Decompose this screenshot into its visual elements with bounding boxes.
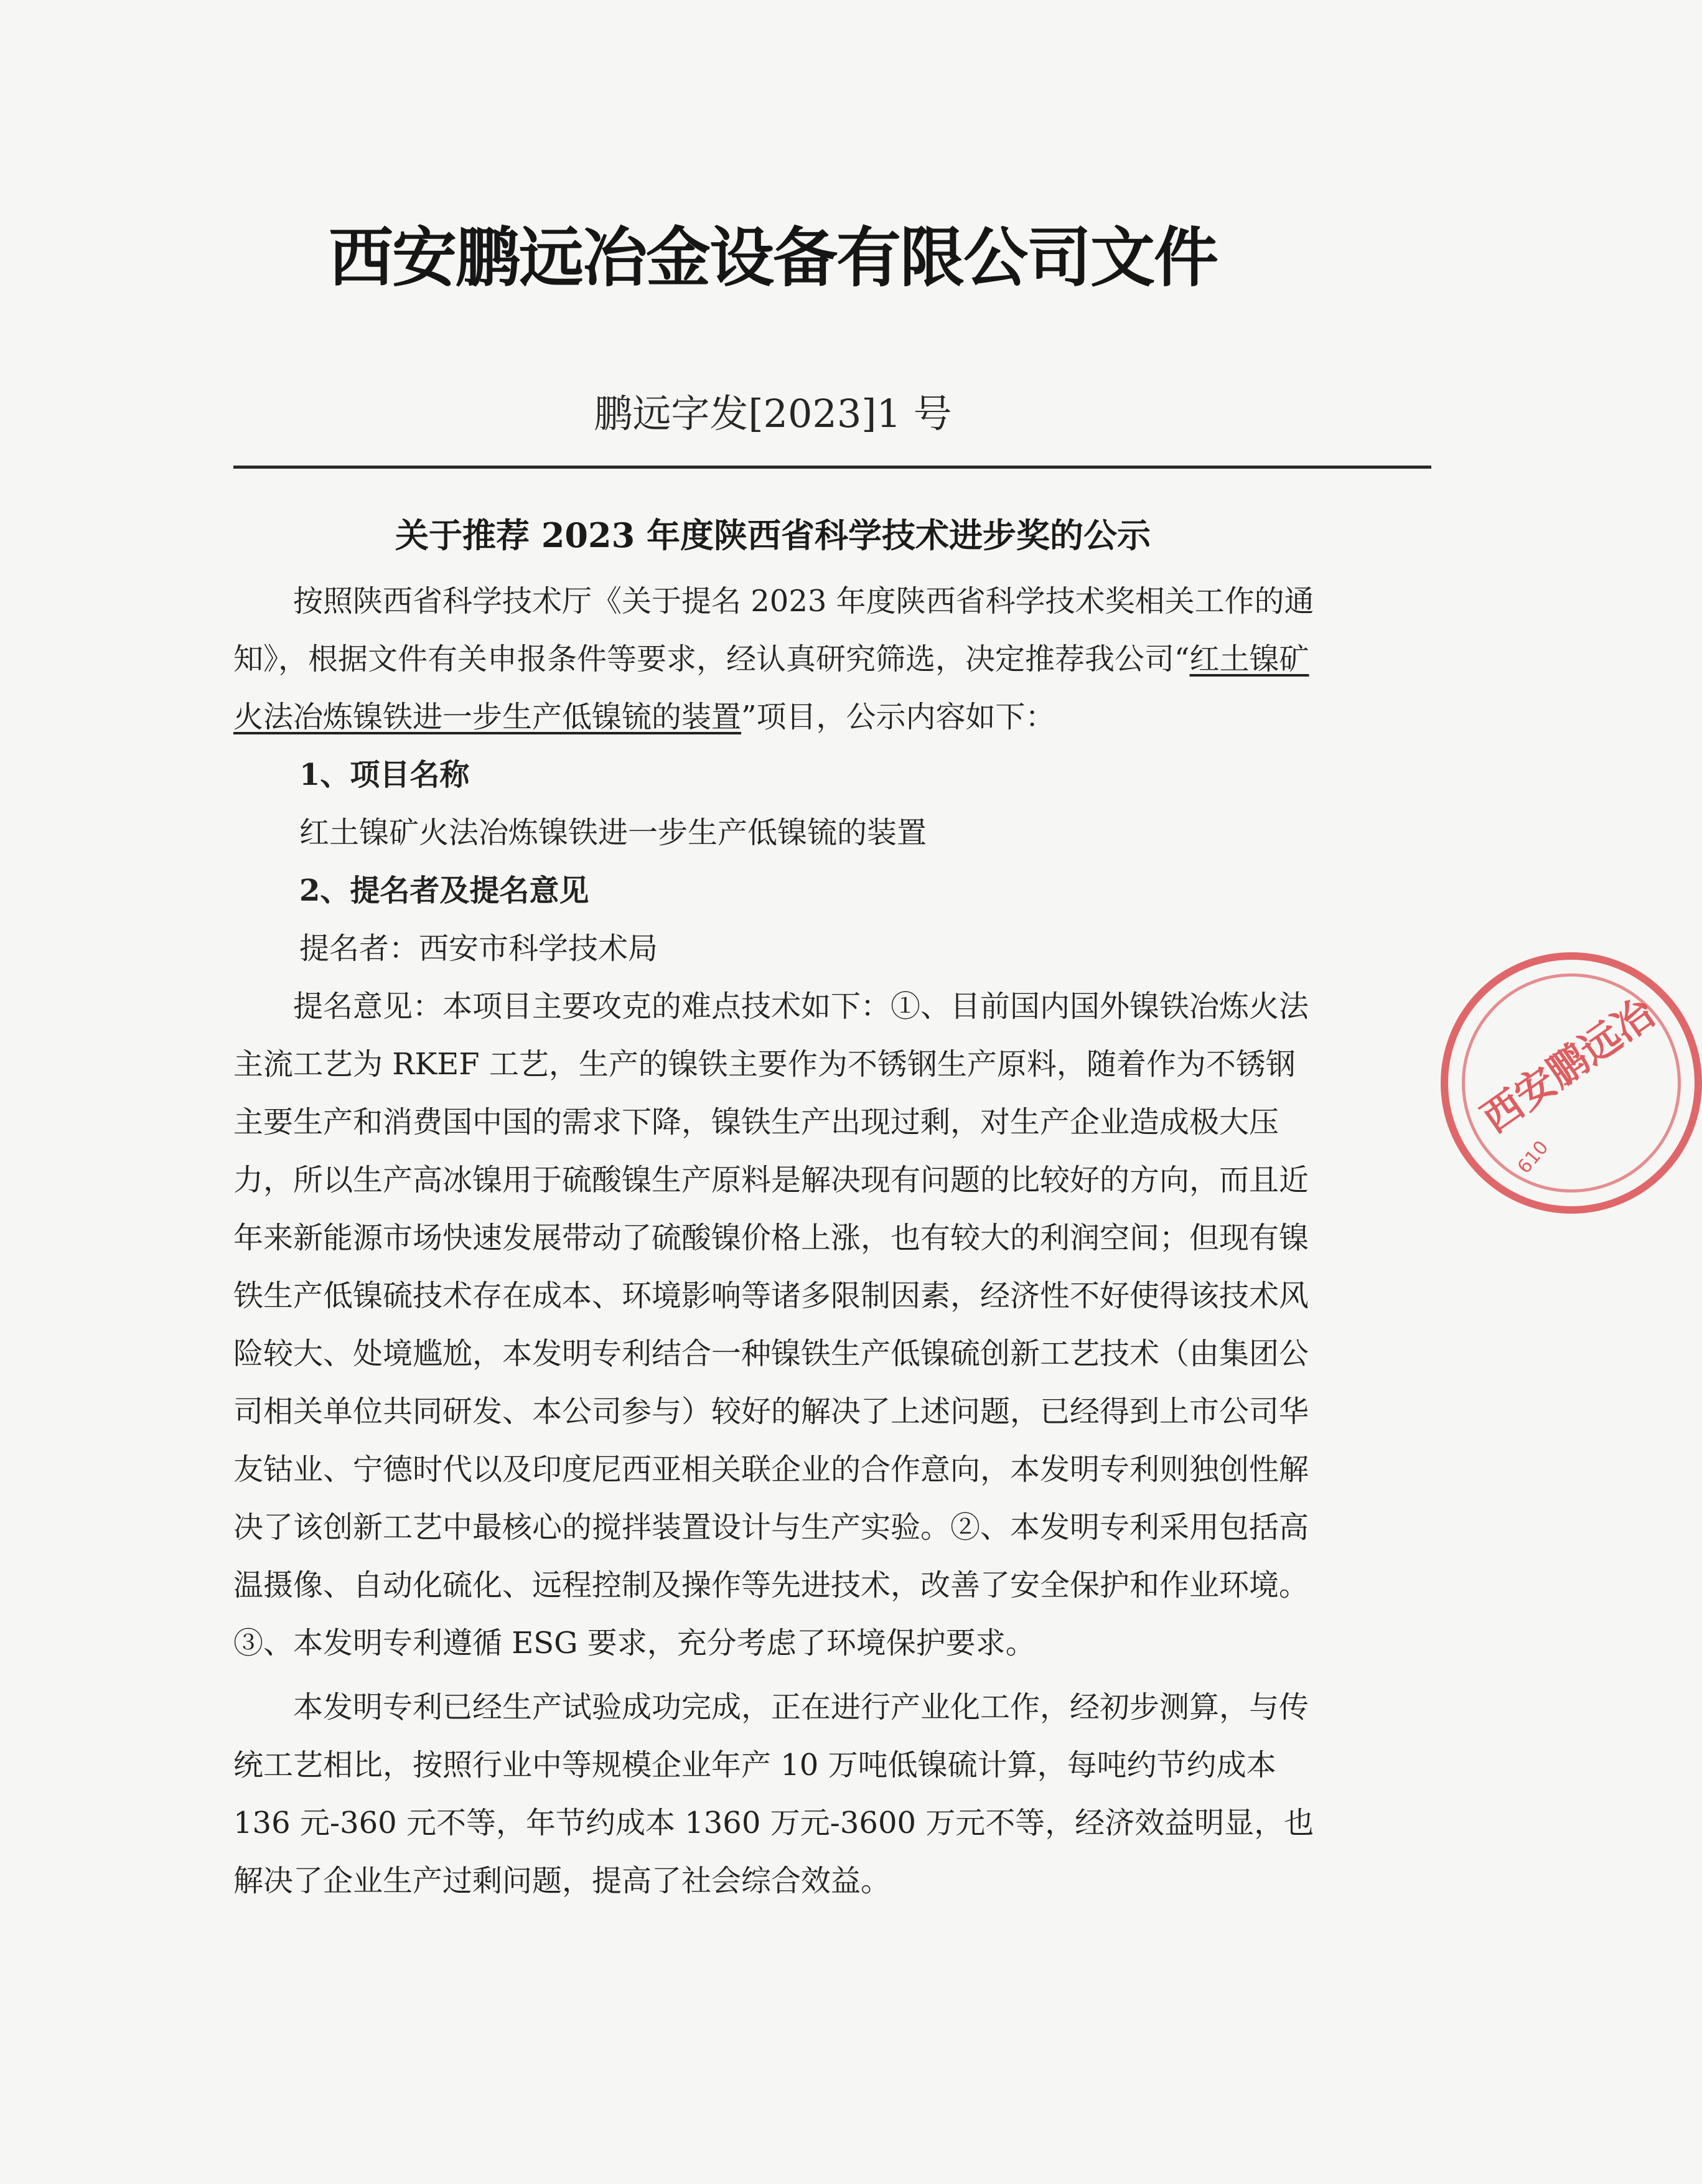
header-divider [233, 466, 1431, 469]
intro-paragraph [233, 573, 1316, 746]
intro-text-2: ”项目，公示内容如下： [741, 700, 1055, 734]
company-seal-stamp [1441, 952, 1702, 1214]
opinion-paragraph: 提名意见：本项目主要攻克的难点技术如下：①、目前国内国外镍铁冶炼火法主流工艺为 RKEF 工艺，生产的镍铁主要作为不锈钢生产原料，随着作为不锈钢主要生产和消费国中国的需求下降，镍铁生产出现过剩，对生产企业造成极大压力，所以生产高冰镍用于硫酸镍生产原料是解决现有问题的比较好的方向，而且近年来新能源市场快速发展带动了硫酸镍价格上涨，也有较大的利润空间；但现有镍铁生产低镍硫技术存在成本、环境影响等诸多限制因素，经济性不好使得该技术风险较大、处境尴尬，本发明专利结合一种镍铁生产低镍硫创新工艺技术（由集团公司相关单位共同研发、本公司参与）较好的解决了上述问题，已经得到上市公司华友钴业、宁德时代以及印度尼西亚相关联企业的合作意向，本发明专利则独创性解决了该创新工艺中最核心的搅拌装置设计与生产实验。②、本发明专利采用包括高温摄像、自动化硫化、远程控制及操作等先进技术，改善了安全保护和作业环境。③、本发明专利遵循 ESG 要求，充分考虑了环境保护要求。 [233, 989, 1309, 1661]
notice-title: 关于推荐 2023 年度陕西省科学技术进步奖的公示 [395, 515, 1151, 555]
section-heading-project-name: 1、项目名称 [299, 757, 470, 792]
document-number: 鹏远字发[2023]1 号 [594, 391, 952, 436]
intro-text-1: 按照陕西省科学技术厅《关于提名 2023 年度陕西省科学技术奖相关工作的通知》，根据文件有关申报条件等要求，经认真研究筛选，决定推荐我公司“ [233, 584, 1314, 677]
nominator-text: 提名者：西安市科学技术局 [299, 931, 658, 966]
seal-text: 西安鹏远冶 [1474, 990, 1663, 1142]
notice-body [233, 573, 1316, 1910]
seal-code: 610 [1513, 1137, 1553, 1178]
benefit-paragraph: 本发明专利已经生产试验成功完成，正在进行产业化工作，经初步测算，与传统工艺相比，按照行业中等规模企业年产 10 万吨低镍硫计算，每吨约节约成本 136 元-360 元不等，年节约成本 1360 万元-3600 万元不等，经济效益明显，也解决了企业生产过剩问题，提高了社会综合效益。 [233, 1690, 1314, 1898]
section-heading-nomination: 2、提名者及提名意见 [299, 873, 589, 908]
company-title: 西安鹏远冶金设备有限公司文件 [328, 220, 1217, 296]
intro-project-name: 红土镍矿火法冶炼镍铁进一步生产低镍锍的装置 [233, 642, 1309, 734]
project-name-text: 红土镍矿火法冶炼镍铁进一步生产低镍锍的装置 [299, 815, 927, 850]
